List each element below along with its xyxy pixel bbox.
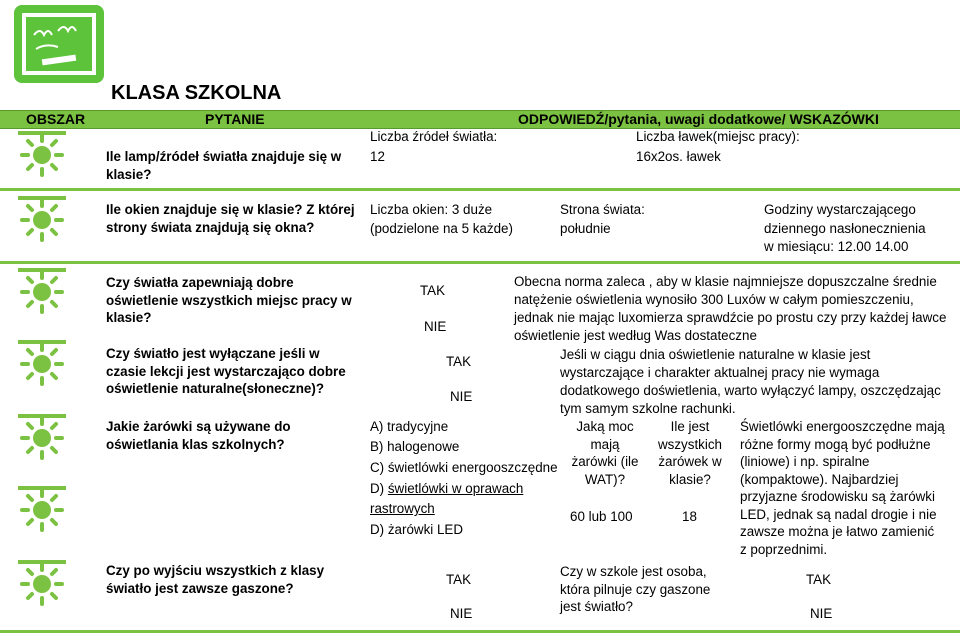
- row3-question4: Czy po wyjściu wszystkich z klasy światło jest zawsze gaszone?: [106, 563, 325, 596]
- hours-line1: Godziny wystarczającego: [764, 202, 916, 217]
- note1-line: Obecna norma zaleca , aby w klasie najmniejsze dopuszczalne średnie: [514, 274, 937, 289]
- sun-icon: [18, 486, 66, 534]
- guard-question: Czy w szkole jest osoba, która pilnuje czy gaszone jest światło?: [560, 564, 711, 614]
- windows-line1: Liczba okien: 3 duże: [370, 202, 493, 217]
- sun-icon: [18, 196, 66, 244]
- note2-line: Jeśli w ciągu dnia oświetlenie naturalne w klasie jest: [560, 347, 871, 362]
- row3-question2: Czy światło jest wyłączane jeśli w czasie lekcji jest wystarczająco dobre oświetlenie naturalne(słoneczne)?: [106, 346, 346, 396]
- row2-question: Ile okien znajduje się w klasie? Z której strony świata znajdują się okna?: [106, 202, 355, 235]
- table-header: [0, 110, 960, 129]
- option-a[interactable]: A) tradycyjne: [370, 419, 449, 434]
- divider: [0, 630, 960, 633]
- row3-question1: Czy światła zapewniają dobre oświetlenie wszystkich miejsc pracy w klasie?: [106, 275, 352, 325]
- bench-label: Liczba ławek(miejsc pracy):: [636, 129, 800, 144]
- windows-line2: (podzielone na 5 każde): [370, 221, 513, 236]
- bench-value: 16x2os. ławek: [636, 149, 721, 164]
- answer-tak[interactable]: TAK: [446, 354, 472, 369]
- answer-tak[interactable]: TAK: [420, 283, 446, 298]
- divider: [0, 188, 960, 191]
- option-b[interactable]: B) halogenowe: [370, 439, 460, 454]
- option-d2[interactable]: D) żarówki LED: [370, 522, 464, 537]
- power-question: Jaką moc mają żarówki (ile WAT)?: [571, 419, 639, 487]
- hours-line2: dziennego nasłonecznienia: [764, 221, 926, 236]
- side-value: południe: [560, 221, 611, 236]
- sun-icon: [18, 560, 66, 608]
- answer-tak[interactable]: TAK: [806, 572, 832, 587]
- side-label: Strona świata:: [560, 202, 645, 217]
- note3: Świetlówki energooszczędne mają różne formy mogą być podłużne (liniowe) i np. spiralne (kompaktowe). Najbardziej przyjazne środowisku są żarówki LED, jednak są nadal drogie i nie zawsze można je łatwo zamienić z poprzednimi.: [740, 419, 945, 557]
- school-logo: [14, 5, 104, 83]
- row3-question3: Jakie żarówki są używane do oświetlania klas szkolnych?: [106, 419, 291, 452]
- row1-question: Ile lamp/źródeł światła znajduje się w klasie?: [106, 149, 342, 182]
- option-d1[interactable]: D) świetlówki w oprawach: [370, 481, 524, 496]
- note1-line: natężenie oświetlenia wynosiło 300 Luxów w całym pomieszczeniu,: [514, 292, 914, 307]
- page-title: KLASA SZKOLNA: [111, 82, 282, 104]
- answer-nie[interactable]: NIE: [810, 606, 833, 621]
- option-d1-cont: rastrowych: [370, 501, 435, 516]
- hours-line3: w miesiącu: 12.00 14.00: [764, 239, 909, 254]
- sun-icon: [18, 131, 66, 179]
- note2-line: wystarczające i charakter aktualnej pracy nie wymaga: [560, 365, 880, 380]
- power-value: 60 lub 100: [570, 509, 633, 524]
- answer-nie[interactable]: NIE: [424, 319, 447, 334]
- sun-icon: [18, 414, 66, 462]
- answer-nie[interactable]: NIE: [450, 389, 473, 404]
- light-label: Liczba źródeł światła:: [370, 129, 498, 144]
- header-odpowiedz: ODPOWIEDŹ/pytania, uwagi dodatkowe/ WSKAZÓWKI: [518, 111, 879, 127]
- count-question: Ile jest wszystkich żarówek w klasie?: [658, 419, 722, 487]
- sun-icon: [18, 268, 66, 316]
- sun-icon: [18, 340, 66, 388]
- answer-nie[interactable]: NIE: [450, 606, 473, 621]
- note1-line: oświetlenie jest według Was dostateczne: [514, 328, 757, 343]
- divider: [0, 261, 960, 264]
- option-c[interactable]: C) świetlówki energooszczędne: [370, 460, 558, 475]
- header-pytanie: PYTANIE: [205, 111, 265, 127]
- note2-line: dodatkowego doświetlenia, warto wyłączyć lampy, oszczędzając: [560, 383, 941, 398]
- count-value: 18: [682, 509, 697, 524]
- note2-line: tym samym szkolne rachunki.: [560, 401, 736, 416]
- light-value: 12: [370, 149, 385, 164]
- note1-line: jednak nie mając luxomierza sprawdźcie po prostu czy przy każdej ławce: [514, 310, 947, 325]
- answer-tak[interactable]: TAK: [446, 572, 472, 587]
- header-obszar: OBSZAR: [26, 111, 86, 127]
